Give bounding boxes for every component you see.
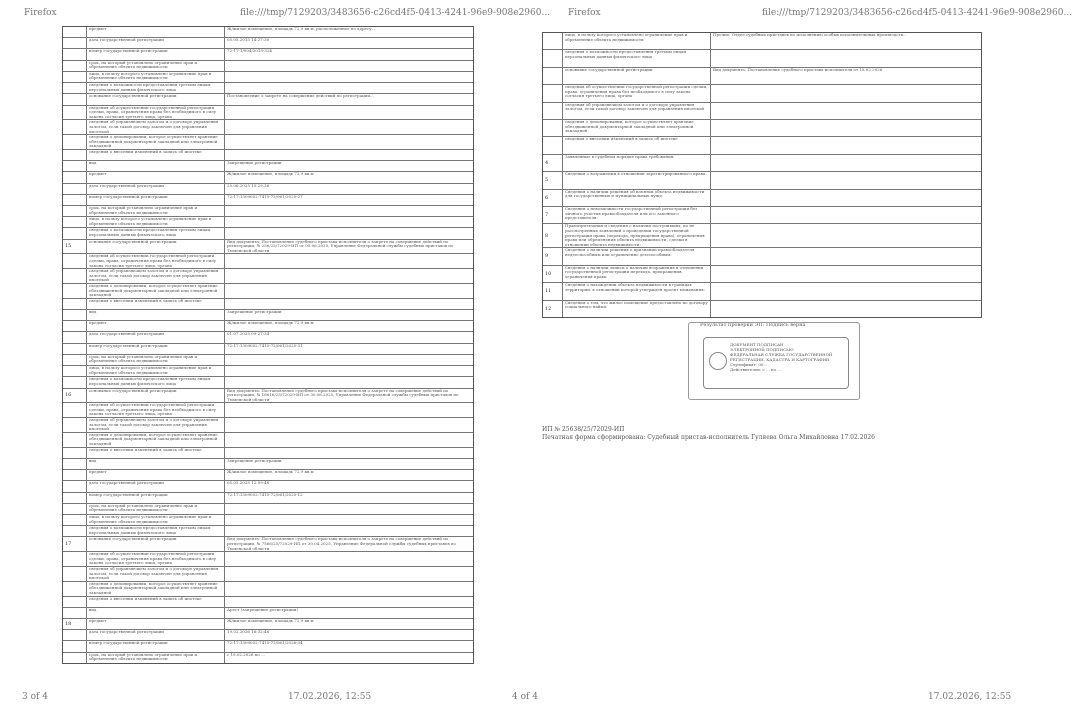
- row-label: номер государственной регистрации: [87, 493, 225, 503]
- row-number: [63, 366, 87, 376]
- row-value: [225, 72, 473, 82]
- row-label: лицо, в пользу которого установлено ограничение прав и обременение объекта недвижимости: [87, 515, 225, 525]
- row-number: [543, 50, 563, 66]
- row-label: срок, на который установлено ограничение прав и обременение объекта недвижимости: [87, 206, 225, 216]
- row-label: вид: [87, 459, 225, 469]
- row-label: сведения об осуществлении государственной регистрации сделки, права, ограничения права без необходимого в силу закона согласия третьего лица, органа: [87, 552, 225, 566]
- row-value: [225, 135, 473, 149]
- row-value: [225, 254, 473, 268]
- stamp-line: Сертификат: 00...: [730, 362, 768, 367]
- row-number: [63, 470, 87, 480]
- row-value: [225, 366, 473, 376]
- table-row: [63, 120, 473, 135]
- signature-stamp-box: [703, 337, 849, 389]
- row-number: [63, 299, 87, 309]
- row-number: [63, 332, 87, 342]
- row-number: [63, 377, 87, 387]
- row-number: [63, 433, 87, 447]
- row-value: Ж/жилое помещение, площадь 72,9 кв.м: [227, 617, 314, 623]
- row-value: [225, 299, 473, 309]
- row-label: срок, на который установлено ограничение прав и обременение объекта недвижимости: [87, 61, 225, 71]
- table-row: [63, 228, 473, 239]
- table-row: [63, 433, 473, 448]
- row-number: [543, 137, 563, 153]
- row-label: предмет: [87, 172, 225, 182]
- row-number: [63, 403, 87, 417]
- row-value: 19.02.2026 16:32:46: [227, 629, 270, 635]
- row-label: основание государственной регистрации: [87, 240, 225, 254]
- row-label: сведения об осуществлении государственной регистрации сделки, права, ограничения права без необходимого в силу закона согласия третьего лица, органа: [87, 403, 225, 417]
- signature-stamp-lines: [730, 342, 844, 372]
- table-row: [543, 103, 981, 120]
- row-value: [225, 120, 473, 134]
- row-number: 9: [543, 248, 563, 264]
- left-footer-page: 3 of 4: [22, 692, 48, 702]
- row-label: вид: [87, 161, 225, 171]
- row-label: Заявленные в судебном порядке права требования:: [563, 155, 711, 171]
- row-value: [225, 377, 473, 387]
- row-number: [63, 83, 87, 93]
- row-number: [63, 184, 87, 194]
- table-row: [63, 552, 473, 567]
- row-value: [225, 567, 473, 581]
- table-row: [543, 172, 981, 189]
- table-row: [543, 137, 981, 154]
- right-footer-date: 17.02.2026, 12:55: [928, 692, 1012, 702]
- row-number: 15: [63, 240, 87, 254]
- row-number: [63, 38, 87, 48]
- table-row: [543, 248, 981, 265]
- row-number: [63, 106, 87, 120]
- row-number: [63, 217, 87, 227]
- row-label: предмет: [87, 321, 225, 331]
- row-label: сведения о депонировании, которое осуществляет хранение обездвиженной документарной закладной или электронной закладной: [87, 433, 225, 447]
- row-label: сведения об осуществлении государственной регистрации сделки, права, ограничения права без необходимого в силу закона согласия третьего лица, органа: [87, 106, 225, 120]
- row-value: [225, 284, 473, 298]
- row-number: [63, 567, 87, 581]
- row-value: [225, 106, 473, 120]
- row-label: Сведения о наличии решения о признании правообладателя недееспособным или ограниченно дееспособным:: [563, 248, 711, 264]
- row-value: [225, 206, 473, 216]
- table-row: [543, 283, 981, 300]
- row-value: [711, 50, 981, 66]
- row-number: [63, 344, 87, 354]
- table-row: [63, 269, 473, 284]
- row-number: [63, 228, 87, 238]
- row-value: 72:17:1309002:7415-72/061/2025-31: [227, 342, 303, 348]
- row-value: 05.05.2015 14:27:30: [227, 37, 270, 43]
- row-label: сведения о возможности предоставления третьим лицам персональных данных физического лица: [87, 526, 225, 536]
- row-number: [63, 284, 87, 298]
- row-value: Запрещение регистрации: [227, 308, 282, 314]
- row-label: основание государственной регистрации: [563, 68, 711, 84]
- table-row: [63, 332, 473, 343]
- row-label: сведения о депонировании, которое осуществляет хранение обездвиженной документарной закладной или электронной закладной: [87, 284, 225, 298]
- row-label: дата государственной регистрации: [87, 481, 225, 491]
- table-row: [543, 155, 981, 172]
- table-row: [543, 50, 981, 67]
- row-label: сведения о внесении изменений в запись об ипотеке: [87, 448, 225, 458]
- table-row: [543, 224, 981, 248]
- row-label: сведения об управляющем залогом и о договоре управления залогом, если такой договор заключен для управления ипотекой: [87, 120, 225, 134]
- row-label: срок, на который установлено ограничение прав и обременение объекта недвижимости: [87, 653, 225, 663]
- row-value: [225, 228, 473, 238]
- row-value: Вид документа: Постановление судебного пристава-исполнителя о запрете на совершение действий по регистрации, № 7566/25/72029-ИП от 30.04.2025, Управление Федеральной службы судебных приставов по Тюменской области: [227, 536, 456, 551]
- row-value: Запрещение регистрации: [227, 457, 282, 463]
- row-value: [711, 248, 981, 264]
- row-label: срок, на который установлено ограничение прав и обременение объекта недвижимости: [87, 355, 225, 365]
- signature-stamp: [688, 322, 860, 400]
- table-row: [63, 418, 473, 433]
- table-row: [63, 172, 473, 183]
- row-number: [63, 72, 87, 82]
- row-value: [225, 504, 473, 514]
- row-label: сведения об управляющем залогом и о договоре управления залогом, если такой договор заключен для управления ипотекой: [563, 103, 711, 119]
- row-value: [225, 217, 473, 227]
- table-row: [63, 481, 473, 492]
- table-row: [63, 582, 473, 597]
- row-number: [63, 418, 87, 432]
- row-number: 18: [63, 619, 87, 629]
- row-number: 6: [543, 190, 563, 206]
- row-value: [225, 515, 473, 525]
- row-value: 05.05.2025 12:59:48: [227, 480, 270, 486]
- row-number: [543, 120, 563, 136]
- table-row: [543, 85, 981, 102]
- row-value: 01.07.2025 09:27:34: [227, 331, 270, 337]
- row-label: вид: [87, 608, 225, 618]
- row-number: [63, 269, 87, 283]
- right-record-table: [542, 32, 982, 318]
- row-value: Постановление о запрете на совершение действий по регистрации...: [227, 93, 374, 99]
- row-number: [63, 448, 87, 458]
- table-row: [63, 135, 473, 150]
- row-label: сведения об осуществлении государственной регистрации сделки, права, ограничения права без необходимого в силу закона согласия третьего лица, органа: [563, 85, 711, 101]
- row-number: [63, 504, 87, 514]
- row-number: [543, 33, 563, 49]
- row-label: сведения об осуществлении государственной регистрации сделки, права, ограничения права без необходимого в силу закона согласия третьего лица, органа: [87, 254, 225, 268]
- table-row: [63, 641, 473, 652]
- table-row: [543, 207, 981, 224]
- row-value: [711, 283, 981, 299]
- row-number: [63, 526, 87, 536]
- row-number: 7: [543, 207, 563, 223]
- table-row: [543, 120, 981, 137]
- row-value: [225, 582, 473, 596]
- row-number: [63, 161, 87, 171]
- stamp-line: ФЕДЕРАЛЬНАЯ СЛУЖБА ГОСУДАРСТВЕННОЙ: [730, 352, 833, 357]
- table-row: [63, 389, 473, 404]
- row-value: Вид документа: Постановление судебного пристава-исполнителя о запрете на совершение действий по регистрации, № 18616/25/72029-ИП от 30.06.2025, Управление Федеральной службы судебных приставов по Тюменской области: [227, 387, 459, 402]
- row-label: предмет: [87, 27, 225, 37]
- row-value: [225, 61, 473, 71]
- row-label: срок, на который установлено ограничение прав и обременение объекта недвижимости: [87, 504, 225, 514]
- row-value: [225, 526, 473, 536]
- emblem-icon: [709, 352, 727, 370]
- stamp-line: Действителен: с ... по ...: [730, 367, 782, 372]
- row-number: 4: [543, 155, 563, 171]
- table-row: [543, 68, 981, 85]
- row-label: предмет: [87, 619, 225, 629]
- row-label: номер государственной регистрации: [87, 344, 225, 354]
- row-label: сведения о внесении изменений в запись об ипотеке: [87, 150, 225, 160]
- row-value: Вид документа: Постановление судебного пристава-исполнителя от 18.02.2026: [713, 66, 883, 72]
- row-value: [711, 301, 981, 317]
- row-number: [63, 150, 87, 160]
- row-value: [711, 155, 981, 171]
- row-value: Запрещение регистрации: [227, 160, 282, 166]
- row-label: сведения об управляющем залогом и о договоре управления залогом, если такой договор заключен для управления ипотекой: [87, 269, 225, 283]
- table-row: [543, 190, 981, 207]
- row-number: [63, 641, 87, 651]
- row-label: сведения о возможности предоставления третьим лицам персональных данных физического лица: [87, 83, 225, 93]
- table-row: [543, 33, 981, 50]
- row-number: [63, 61, 87, 71]
- row-number: [63, 597, 87, 607]
- row-number: 11: [543, 283, 563, 299]
- row-value: с 19.02.2026 по ...: [227, 651, 265, 657]
- row-value: [711, 103, 981, 119]
- row-value: [225, 83, 473, 93]
- row-number: [63, 355, 87, 365]
- row-value: [711, 85, 981, 101]
- row-value: [711, 137, 981, 153]
- table-row: [543, 266, 981, 283]
- row-number: 5: [543, 172, 563, 188]
- row-number: [543, 103, 563, 119]
- row-label: лицо, в пользу которого установлено ограничение прав и обременение объекта недвижимости: [87, 217, 225, 227]
- row-value: [225, 355, 473, 365]
- row-value: 72:17:1309002:7415-72/061/2026-34: [227, 640, 303, 646]
- table-row: [63, 403, 473, 418]
- row-number: [63, 135, 87, 149]
- row-label: сведения о внесении изменений в запись об ипотеке: [87, 299, 225, 309]
- row-number: [63, 254, 87, 268]
- stamp-line: ЭЛЕКТРОННОЙ ПОДПИСЬЮ: [730, 347, 794, 352]
- row-label: сведения о возможности предоставления третьим лицам персональных данных физического лица: [563, 50, 711, 66]
- table-row: [63, 653, 473, 663]
- row-label: Сведения о возражении в отношении зарегистрированного права:: [563, 172, 711, 188]
- row-label: основание государственной регистрации: [87, 537, 225, 551]
- row-label: сведения о возможности предоставления третьим лицам персональных данных физического лица: [87, 377, 225, 387]
- row-number: [63, 206, 87, 216]
- right-header-url: file:///tmp/7129203/3483656-c26cd4f5-0413-4241-96e9-908e2960...: [762, 8, 1072, 18]
- row-number: [63, 515, 87, 525]
- row-number: [63, 630, 87, 640]
- row-label: лицо, в пользу которого установлено ограничение прав и обременение объекта недвижимости: [87, 366, 225, 376]
- row-value: [711, 172, 981, 188]
- row-label: основание государственной регистрации: [87, 389, 225, 403]
- row-value: [225, 597, 473, 607]
- row-number: 10: [543, 266, 563, 282]
- row-value: [225, 403, 473, 417]
- row-number: [63, 321, 87, 331]
- row-number: [543, 68, 563, 84]
- row-label: дата государственной регистрации: [87, 630, 225, 640]
- table-row: [63, 49, 473, 60]
- row-number: [63, 481, 87, 491]
- row-label: сведения о депонировании, которое осуществляет хранение обездвиженной документарной закладной или электронной закладной: [87, 135, 225, 149]
- row-value: [225, 150, 473, 160]
- row-label: сведения о внесении изменений в запись об ипотеке: [87, 597, 225, 607]
- row-label: номер государственной регистрации: [87, 195, 225, 205]
- row-value: Ж/жилое помещение, площадь 72,9 кв.м, расположенное по адресу...: [227, 26, 376, 31]
- right-header-app: Firefox: [568, 8, 601, 18]
- table-row: [63, 537, 473, 552]
- table-row: [543, 301, 981, 317]
- row-number: [63, 120, 87, 134]
- left-header-url: file:///tmp/7129203/3483656-c26cd4f5-0413-4241-96e9-908e2960...: [240, 8, 551, 18]
- row-label: лицо, в пользу которого установлено ограничение прав и обременение объекта недвижимости: [87, 72, 225, 82]
- row-number: [63, 582, 87, 596]
- row-label: сведения о возможности предоставления третьим лицам персональных данных физического лица: [87, 228, 225, 238]
- row-value: 72-17-1/004/2015-324: [227, 48, 272, 54]
- row-value: [225, 418, 473, 432]
- row-number: [63, 49, 87, 59]
- left-footer-date: 17.02.2026, 12:55: [288, 692, 372, 702]
- row-label: сведения о депонировании, которое осуществляет хранение обездвиженной документарной закладной или электронной закладной: [563, 120, 711, 136]
- row-label: лицо, в пользу которого установлено ограничение прав и обременение объекта недвижимости: [563, 33, 711, 49]
- row-number: [63, 459, 87, 469]
- row-number: [63, 493, 87, 503]
- row-number: [63, 653, 87, 663]
- row-value: Ж/жилое помещение, площадь 72,9 кв.м: [227, 320, 314, 326]
- row-number: [63, 552, 87, 566]
- row-label: Сведения о наличии записи о наличии возражения в отношении государственной регистрации перехода, прекращения, ограничения права:: [563, 266, 711, 282]
- row-number: [63, 310, 87, 320]
- row-value: [225, 448, 473, 458]
- row-value: [225, 269, 473, 283]
- row-label: вид: [87, 310, 225, 320]
- row-number: [63, 172, 87, 182]
- row-label: сведения о внесении изменений в запись об ипотеке: [563, 137, 711, 153]
- row-number: [63, 27, 87, 37]
- row-label: Сведения о том, что жилое помещение предоставлено по договору социального найма:: [563, 301, 711, 317]
- row-label: Правопритязания и сведения о наличии поступивших, но не рассмотренных заявлений о проведении государственной регистрации права (перехода, прекращения права), ограничения права или обременения объекта недвижимости, сделки в отношении объекта недвижимости:: [563, 224, 711, 247]
- row-number: 17: [63, 537, 87, 551]
- row-value: [711, 120, 981, 136]
- row-number: 8: [543, 224, 563, 247]
- row-label: номер государственной регистрации: [87, 49, 225, 59]
- row-value: Арест (запрещение регистрации): [227, 606, 299, 612]
- row-value: [711, 224, 981, 247]
- left-header-app: Firefox: [24, 8, 57, 18]
- right-footer-page: 4 of 4: [512, 692, 538, 702]
- left-record-table: [62, 26, 474, 664]
- row-label: сведения о депонировании, которое осуществляет хранение обездвиженной документарной закладной или электронной закладной: [87, 582, 225, 596]
- row-value: [711, 207, 981, 223]
- table-row: [63, 254, 473, 269]
- row-number: [543, 85, 563, 101]
- row-number: 16: [63, 389, 87, 403]
- row-label: Сведения о невозможности государственной регистрации без личного участия правообладателя или его законного представителя:: [563, 207, 711, 223]
- row-value: [225, 433, 473, 447]
- row-value: 72:17:1309002:7415-72/061/2025-27: [227, 193, 303, 199]
- printed-by: Печатная форма сформирована: Судебный пристав-исполнитель Гуляева Ольга Михайловна 17.02.2026: [542, 434, 875, 441]
- row-number: [63, 94, 87, 104]
- row-label: предмет: [87, 470, 225, 480]
- row-number: [63, 608, 87, 618]
- stamp-line: ДОКУМЕНТ ПОДПИСАН: [730, 342, 784, 347]
- row-label: номер государственной регистрации: [87, 641, 225, 651]
- row-value: Вид документа: Постановление судебного пристава-исполнителя о запрете на совершение действий по регистрации, № 256/25/72029-ИП от 05.06.2025, Управление Федеральной службы судебных приставов по Тюменской области: [227, 238, 454, 253]
- table-row: [63, 284, 473, 299]
- row-label: дата государственной регистрации: [87, 332, 225, 342]
- row-value: 25.06.2025 15:29:36: [227, 182, 270, 188]
- row-value: [711, 266, 981, 282]
- table-row: [63, 567, 473, 582]
- row-value: [711, 190, 981, 206]
- row-value: Ж/жилое помещение, площадь 72,9 кв.м: [227, 171, 314, 177]
- row-label: дата государственной регистрации: [87, 38, 225, 48]
- row-label: Сведения о наличии решения об изъятии объекта недвижимости для государственных и муниципальных нужд:: [563, 190, 711, 206]
- ip-number: ИП № 25638/25/72029-ИП: [542, 426, 625, 433]
- row-value: [225, 552, 473, 566]
- table-row: [63, 94, 473, 105]
- signature-check-result: Результат проверки ЭП: Подпись верна: [700, 322, 806, 328]
- row-number: 12: [543, 301, 563, 317]
- row-number: [63, 195, 87, 205]
- row-label: дата государственной регистрации: [87, 184, 225, 194]
- row-value: Прочие: Отдел судебных приставов по исполнению особых исполнительных производств...: [713, 32, 907, 37]
- row-label: основание государственной регистрации: [87, 94, 225, 104]
- row-label: сведения об управляющем залогом и о договоре управления залогом, если такой договор заключен для управления ипотекой: [87, 418, 225, 432]
- row-value: Ж/жилое помещение, площадь 72,9 кв.м: [227, 469, 314, 475]
- stamp-line: РЕГИСТРАЦИИ, КАДАСТРА И КАРТОГРАФИИ: [730, 357, 830, 362]
- row-label: сведения об управляющем залогом и о договоре управления залогом, если такой договор заключен для управления ипотекой: [87, 567, 225, 581]
- row-value: 72:17:1309002:7415-72/061/2025-12: [227, 491, 303, 497]
- table-row: [63, 106, 473, 121]
- row-label: Сведения о нахождении объекта недвижимости в границах территории, в отношении которой утвержден проект межевания:: [563, 283, 711, 299]
- table-row: [63, 377, 473, 388]
- table-row: [63, 240, 473, 255]
